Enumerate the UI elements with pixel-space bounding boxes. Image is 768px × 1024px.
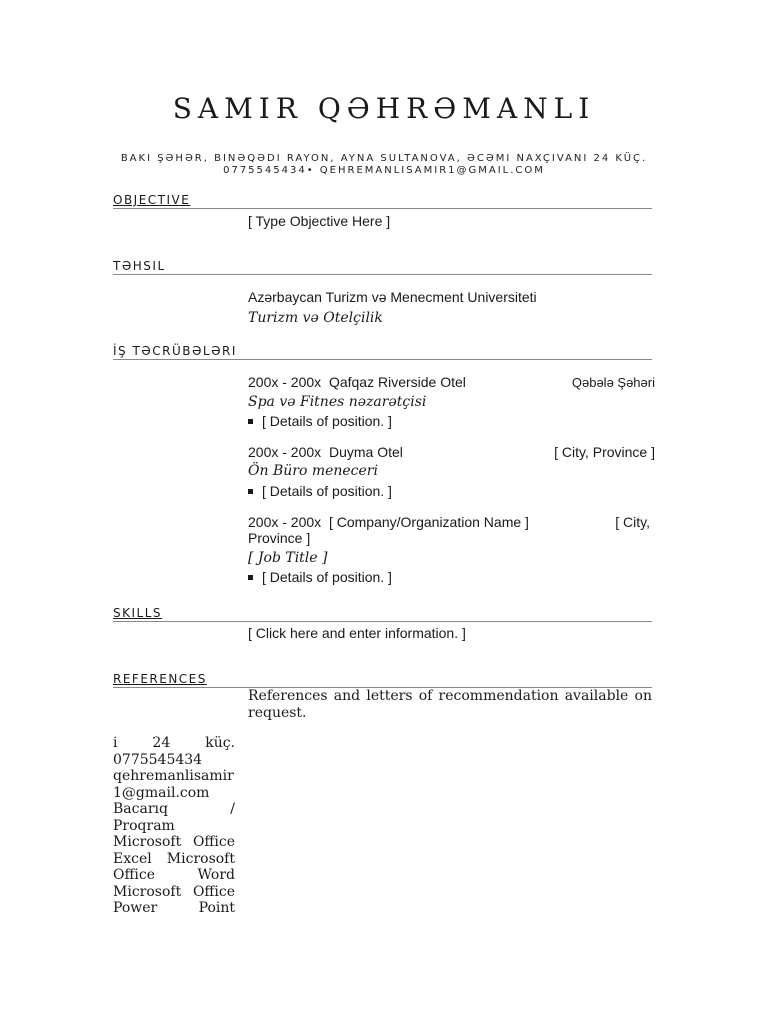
job-3-dates: 200x - 200x [ Company/Organization Name ] xyxy=(248,514,529,530)
job-2-company: Duyma Otel xyxy=(328,444,403,460)
job-1-title: Spa və Fitnes nəzarətçisi xyxy=(248,394,427,410)
job-3-company: [ Company/Organization Name ] xyxy=(328,514,529,530)
sidebar-line: Microsoft Office xyxy=(113,834,235,850)
sidebar-overflow-text xyxy=(113,735,235,917)
sidebar-line: Proqram xyxy=(113,817,175,834)
job-1-dates: 200x - 200x Qafqaz Riverside Otel xyxy=(248,374,466,390)
education-major: Turizm və Otelçilik xyxy=(248,310,383,326)
sidebar-line: 1@gmail.com xyxy=(113,784,210,801)
sidebar-line: Microsoft Office xyxy=(113,883,235,900)
contact-line: 0775545434• QEHREMANLISAMIR1@GMAIL.COM xyxy=(223,165,545,176)
skills-text[interactable]: [ Click here and enter information. ] xyxy=(248,625,466,641)
sidebar-line: qehremanlisamir xyxy=(113,768,234,784)
education-heading: TƏHSIL xyxy=(113,258,652,275)
references-heading: REFERENCES xyxy=(113,671,652,688)
job-3-location-line2: Province ] xyxy=(248,530,311,546)
sidebar-line: i 24 küç. xyxy=(113,735,235,751)
job-2-dates: 200x - 200x Duyma Otel xyxy=(248,444,403,460)
bullet-icon xyxy=(248,575,253,580)
sidebar-line: 0775545434 xyxy=(113,751,203,768)
experience-heading: İŞ TƏCRÜBƏLƏRI xyxy=(113,343,652,360)
bullet-icon xyxy=(248,419,253,424)
objective-heading: OBJECTIVE xyxy=(113,192,652,209)
job-2-title: Ön Büro meneceri xyxy=(248,463,378,479)
job-1-company: Qafqaz Riverside Otel xyxy=(328,374,466,390)
references-text: References and letters of recommendation available on request. xyxy=(248,688,652,721)
objective-text[interactable]: [ Type Objective Here ] xyxy=(248,213,391,229)
education-school: Azərbaycan Turizm və Menecment Universiteti xyxy=(248,289,537,305)
skills-heading: SKILLS xyxy=(113,605,652,622)
job-2-details: [ Details of position. ] xyxy=(248,483,392,499)
candidate-name: SAMIR QƏHRƏMANLI xyxy=(172,92,596,125)
sidebar-line: Power Point xyxy=(113,900,235,916)
job-1-details: [ Details of position. ] xyxy=(248,413,392,429)
sidebar-line: Office Word xyxy=(113,867,235,883)
bullet-icon xyxy=(248,489,253,494)
sidebar-line: Excel Microsoft xyxy=(113,850,235,867)
job-2-location: [ City, Province ] xyxy=(554,444,655,460)
sidebar-line: Bacarıq / xyxy=(113,801,235,817)
job-3-title: [ Job Title ] xyxy=(248,550,328,566)
address-line: BAKI ŞƏHƏR, BINƏQƏDI RAYON, AYNA SULTANOVA, ƏCƏMI NAXÇIVANI 24 KÜÇ. xyxy=(120,153,648,164)
job-1-location: Qəbələ Şəhəri xyxy=(571,375,655,390)
job-3-location-line1: [ City, xyxy=(615,514,650,530)
job-3-details: [ Details of position. ] xyxy=(248,569,392,585)
